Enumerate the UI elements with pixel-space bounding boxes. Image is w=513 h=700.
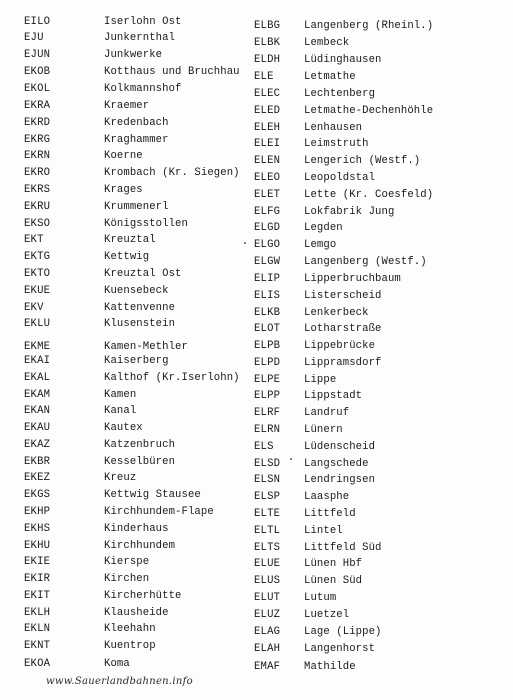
station-name: Lüdenscheid xyxy=(304,441,376,453)
station-code: ELUE xyxy=(254,558,281,570)
station-name: Kaiserberg xyxy=(104,355,169,367)
station-code: ELPB xyxy=(254,340,281,352)
station-name: Koerne xyxy=(104,150,143,162)
station-code: ELOT xyxy=(254,323,281,335)
station-code: ELS xyxy=(254,441,274,453)
station-name: Kreuztal Ost xyxy=(104,268,182,280)
station-code: EKUE xyxy=(24,285,51,297)
station-code: ELAG xyxy=(254,626,281,638)
station-code: EKSO xyxy=(24,218,51,230)
station-code: EKME xyxy=(24,341,51,353)
station-code: EKRG xyxy=(24,134,51,146)
station-name: Kraghammer xyxy=(104,134,169,146)
station-code: ELBK xyxy=(254,37,281,49)
station-name: Listerscheid xyxy=(304,290,382,302)
station-code: EJUN xyxy=(24,49,51,61)
station-name: Lüdinghausen xyxy=(304,54,382,66)
station-code: ELPE xyxy=(254,374,281,386)
station-code: EKRS xyxy=(24,184,51,196)
station-code: ELET xyxy=(254,189,281,201)
station-name: Kredenbach xyxy=(104,117,169,129)
station-name: Kettwig Stausee xyxy=(104,489,201,501)
station-code: EKAZ xyxy=(24,439,51,451)
station-name: Lutum xyxy=(304,592,337,604)
station-code: EKEZ xyxy=(24,472,51,484)
station-name: Landruf xyxy=(304,407,350,419)
station-name: Langenhorst xyxy=(304,643,376,655)
station-name: Krages xyxy=(104,184,143,196)
station-code: EKV xyxy=(24,302,44,314)
station-code: EKLN xyxy=(24,623,51,635)
station-name: Kreuz xyxy=(104,472,137,484)
station-name: Lenhausen xyxy=(304,122,363,134)
station-name: Krombach (Kr. Siegen) xyxy=(104,167,240,179)
station-name: Königsstollen xyxy=(104,218,188,230)
station-code: EKTG xyxy=(24,251,51,263)
station-name: Lechtenberg xyxy=(304,88,376,100)
station-name: Legden xyxy=(304,222,343,234)
station-code: ELSN xyxy=(254,474,281,486)
station-code: EKAM xyxy=(24,389,51,401)
station-code: ELED xyxy=(254,105,281,117)
station-name: Lintel xyxy=(304,525,343,537)
station-code: EKIT xyxy=(24,590,51,602)
station-code: ELEI xyxy=(254,138,281,150)
station-code: EKTO xyxy=(24,268,51,280)
station-code: ELAH xyxy=(254,643,281,655)
station-code: EILO xyxy=(24,16,51,28)
station-code: EKLH xyxy=(24,607,51,619)
station-code: EKHP xyxy=(24,506,51,518)
station-code: ELEN xyxy=(254,155,281,167)
station-name: Littfeld xyxy=(304,508,356,520)
station-name: Lipperbruchbaum xyxy=(304,273,401,285)
station-code: ELBG xyxy=(254,20,281,32)
station-code: ELTE xyxy=(254,508,281,520)
station-code: EKRN xyxy=(24,150,51,162)
station-name: Kamen-Methler xyxy=(104,341,188,353)
station-code: ELUS xyxy=(254,575,281,587)
station-code: EKAL xyxy=(24,372,51,384)
station-code: EKOA xyxy=(24,658,51,670)
station-code: EKNT xyxy=(24,640,51,652)
station-name: Kircherhütte xyxy=(104,590,182,602)
station-name: Lokfabrik Jung xyxy=(304,206,395,218)
station-name: Lippramsdorf xyxy=(304,357,382,369)
station-code: ELFG xyxy=(254,206,281,218)
station-code: EKAI xyxy=(24,355,51,367)
station-name: Kinderhaus xyxy=(104,523,169,535)
station-name: Klusenstein xyxy=(104,318,176,330)
station-code: EKOB xyxy=(24,66,51,78)
station-code: EKRA xyxy=(24,100,51,112)
station-name: Lippstadt xyxy=(304,390,363,402)
station-name: Letmathe xyxy=(304,71,356,83)
station-name: Luetzel xyxy=(304,609,350,621)
station-code: EKRU xyxy=(24,201,51,213)
station-code: EKRD xyxy=(24,117,51,129)
station-code: ELE xyxy=(254,71,274,83)
station-name: Langenberg (Rheinl.) xyxy=(304,20,434,32)
station-name: Kalthof (Kr.Iserlohn) xyxy=(104,372,240,384)
station-code: ELDH xyxy=(254,54,281,66)
station-name: Lembeck xyxy=(304,37,350,49)
station-name: Kierspe xyxy=(104,556,150,568)
station-code: EJU xyxy=(24,32,44,44)
station-code: ELRN xyxy=(254,424,281,436)
station-code: EKLU xyxy=(24,318,51,330)
station-code: ELGD xyxy=(254,222,281,234)
watermark-text: www.Sauerlandbahnen.info xyxy=(46,676,193,687)
station-name: Kotthaus und Bruchhau xyxy=(104,66,240,78)
station-code: EKGS xyxy=(24,489,51,501)
station-code: ELEC xyxy=(254,88,281,100)
station-name: Kattenvenne xyxy=(104,302,176,314)
station-name: Kirchhundem-Flape xyxy=(104,506,214,518)
station-name: Iserlohn Ost xyxy=(104,16,182,28)
station-name: Langenberg (Westf.) xyxy=(304,256,427,268)
station-name: Lünen Süd xyxy=(304,575,363,587)
station-code: ELSD xyxy=(254,458,281,470)
station-code: EKHS xyxy=(24,523,51,535)
station-code: ELKB xyxy=(254,307,281,319)
station-code: EKAN xyxy=(24,405,51,417)
station-name: Lippe xyxy=(304,374,337,386)
station-name: Littfeld Süd xyxy=(304,542,382,554)
station-name: Kautex xyxy=(104,422,143,434)
station-name: Kleehahn xyxy=(104,623,156,635)
station-name: Kanal xyxy=(104,405,137,417)
station-code: EKAU xyxy=(24,422,51,434)
station-name: Kirchhundem xyxy=(104,540,176,552)
station-name: Lotharstraße xyxy=(304,323,382,335)
station-name: Leopoldstal xyxy=(304,172,376,184)
station-name: Kuensebeck xyxy=(104,285,169,297)
station-name: Letmathe-Dechenhöhle xyxy=(304,105,434,117)
station-code: ELTL xyxy=(254,525,281,537)
station-name: Lünen Hbf xyxy=(304,558,363,570)
station-name: Junkwerke xyxy=(104,49,163,61)
station-name: Junkernthal xyxy=(104,32,176,44)
station-code: ELUZ xyxy=(254,609,281,621)
station-name: Leimstruth xyxy=(304,138,369,150)
station-name: Mathilde xyxy=(304,661,356,673)
station-name: Kesselbüren xyxy=(104,456,176,468)
station-name: Katzenbruch xyxy=(104,439,176,451)
station-name: Lette (Kr. Coesfeld) xyxy=(304,189,434,201)
scan-speck xyxy=(290,458,292,460)
station-code: ELSP xyxy=(254,491,281,503)
station-code: ELPD xyxy=(254,357,281,369)
station-name: Langschede xyxy=(304,458,369,470)
station-name: Lage (Lippe) xyxy=(304,626,382,638)
station-name: Koma xyxy=(104,658,130,670)
station-code: ELTS xyxy=(254,542,281,554)
station-code: ELEH xyxy=(254,122,281,134)
scan-speck xyxy=(244,242,246,244)
station-name: Kraemer xyxy=(104,100,150,112)
station-code: EKRO xyxy=(24,167,51,179)
station-name: Kreuztal xyxy=(104,234,156,246)
station-name: Kirchen xyxy=(104,573,150,585)
station-name: Lendringsen xyxy=(304,474,376,486)
station-name: Lünern xyxy=(304,424,343,436)
station-code: EKOL xyxy=(24,83,51,95)
station-code: EKT xyxy=(24,234,44,246)
station-name: Lemgo xyxy=(304,239,337,251)
station-name: Kamen xyxy=(104,389,137,401)
station-code: ELIS xyxy=(254,290,281,302)
station-code: ELUT xyxy=(254,592,281,604)
station-name: Laasphe xyxy=(304,491,350,503)
station-code: ELGO xyxy=(254,239,281,251)
station-code: EKBR xyxy=(24,456,51,468)
station-code: EKIR xyxy=(24,573,51,585)
station-code: EKHU xyxy=(24,540,51,552)
station-name: Lenkerbeck xyxy=(304,307,369,319)
station-code: ELGW xyxy=(254,256,281,268)
station-code: ELPP xyxy=(254,390,281,402)
station-code: ELIP xyxy=(254,273,281,285)
station-code: EKIE xyxy=(24,556,51,568)
station-code: ELRF xyxy=(254,407,281,419)
station-name: Kolkmannshof xyxy=(104,83,182,95)
station-code: EMAF xyxy=(254,661,281,673)
station-code: ELEO xyxy=(254,172,281,184)
station-name: Krummenerl xyxy=(104,201,169,213)
station-name: Kuentrop xyxy=(104,640,156,652)
station-name: Kettwig xyxy=(104,251,150,263)
station-name: Klausheide xyxy=(104,607,169,619)
station-name: Lippebrücke xyxy=(304,340,376,352)
station-name: Lengerich (Westf.) xyxy=(304,155,421,167)
